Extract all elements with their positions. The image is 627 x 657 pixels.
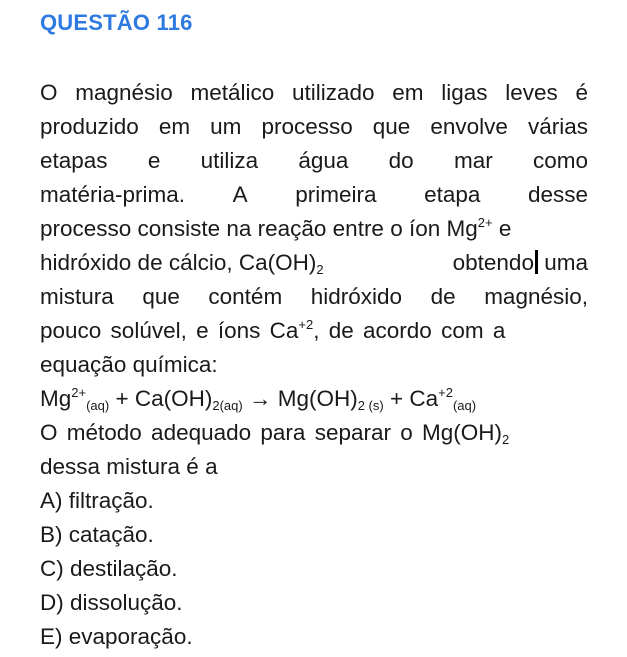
word: várias [527,114,588,139]
text-line-4 [40,178,588,212]
question-title: QUESTÃO 116 [40,10,193,35]
text-line-9: equação química: [40,352,218,377]
text-line-2 [40,110,588,144]
mg-charge: 2+ [477,215,493,230]
text-line-8 [40,314,588,348]
text-line-7 [40,280,588,314]
text-line-5-tail: e [492,216,512,241]
eq-arrow-mgoh: → Mg(OH) [242,386,358,411]
option-d[interactable]: D) dissolução. [40,590,183,615]
word: água [298,148,349,173]
word: mistura [40,284,114,309]
eq-mg: Mg [40,386,72,411]
word: O [40,80,58,105]
word: magnésio, [484,284,588,309]
text-line-6-b [453,246,588,280]
word: primeira [295,182,377,207]
eq-mgoh-sub: 2 (s) [357,398,384,413]
word: envolve [430,114,508,139]
text-line-8-tail: , de acordo com a [313,318,506,343]
word: magnésio [75,80,173,105]
text-line-8-content: pouco solúvel, e íons Ca [40,318,299,343]
word: metálico [190,80,275,105]
word: um [210,114,242,139]
word: contém [208,284,283,309]
word: processo [261,114,353,139]
chemical-equation [40,382,588,416]
word: produzido [40,114,139,139]
method-text: O método adequado para separar o Mg(OH) [40,420,502,445]
text-line-6-content [40,246,324,280]
text-line-6-end: uma [537,250,588,275]
option-e[interactable]: E) evaporação. [40,624,193,649]
word: leves [505,80,558,105]
method-sub: 2 [502,432,510,447]
eq-mg-sub: (aq) [86,398,110,413]
text-line-5-content: processo consiste na reação entre o íon Mg [40,216,478,241]
eq-ca-sup: +2 [438,385,453,400]
word: etapas [40,148,108,173]
option-c[interactable]: C) destilação. [40,556,178,581]
ca-charge: +2 [298,317,314,332]
word: em [158,114,191,139]
word: e [147,148,161,173]
word: matéria-prima. [40,182,186,207]
word: mar [453,148,493,173]
word: do [388,148,414,173]
method-line-2: dessa mistura é a [40,454,218,479]
question-body [40,76,588,654]
text-line-1 [40,76,588,110]
word: como [532,148,588,173]
eq-plus-caoh: + Ca(OH) [109,386,213,411]
word: que [372,114,411,139]
word: hidróxido [310,284,403,309]
text-line-6 [40,246,588,280]
word: utiliza [200,148,259,173]
eq-plus-ca: + Ca [383,386,439,411]
word: utilizado [291,80,375,105]
word: etapa [424,182,481,207]
caoh-subscript: 2 [316,262,324,277]
method-line-1 [40,416,588,450]
word: ligas [441,80,488,105]
word: A [232,182,248,207]
word: de [430,284,456,309]
eq-caoh-sub: 2(aq) [212,398,243,413]
text-line-6-obtendo: obtendo [452,250,534,275]
word: é [575,80,588,105]
option-a[interactable]: A) filtração. [40,488,154,513]
option-b[interactable]: B) catação. [40,522,154,547]
text-line-3 [40,144,588,178]
text-line-6-a: hidróxido de cálcio, Ca(OH) [40,250,317,275]
eq-ca-sub: (aq) [452,398,477,413]
text-line-5 [40,212,588,246]
word: em [392,80,424,105]
word: que [142,284,180,309]
word: desse [527,182,588,207]
eq-mg-sup: 2+ [71,385,87,400]
